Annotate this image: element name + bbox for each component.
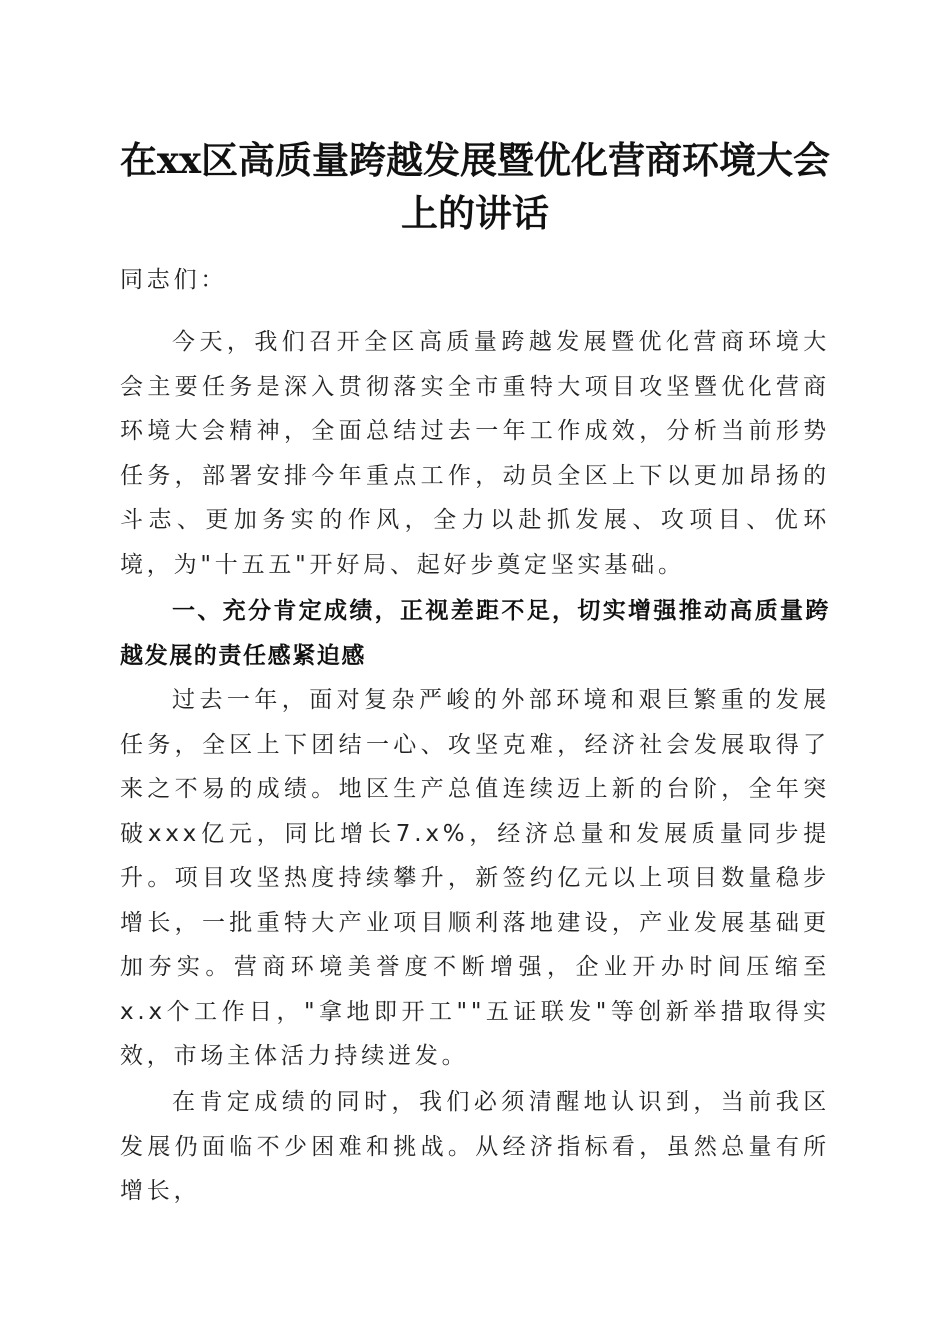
section-heading-1: 一、充分肯定成绩，正视差距不足，切实增强推动高质量跨越发展的责任感紧迫感	[120, 598, 830, 669]
paragraph-intro: 今天，我们召开全区高质量跨越发展暨优化营商环境大会主要任务是深入贯彻落实全市重特大项目攻坚暨优化营商环境大会精神，全面总结过去一年工作成效，分析当前形势任务，部署安排今年重点工作，动员全区上下以更加昂扬的斗志、更加务实的作风，全力以赴抓发展、攻项目、优环境，为"十五五"开好局、起好步奠定坚实基础。	[120, 329, 830, 578]
title-line-1: 在xx区高质量跨越发展暨优化营商环境大会	[119, 138, 831, 182]
paragraph-challenges: 在肯定成绩的同时，我们必须清醒地认识到，当前我区发展仍面临不少困难和挑战。从经济指标看，虽然总量有所增长，	[120, 1089, 830, 1204]
title-line-2: 上的讲话	[401, 191, 549, 235]
paragraph-achievements: 过去一年，面对复杂严峻的外部环境和艰巨繁重的发展任务，全区上下团结一心、攻坚克难，经济社会发展取得了来之不易的成绩。地区生产总值连续迈上新的台阶，全年突破xxx亿元，同比增长7.x%，经济总量和发展质量同步提升。项目攻坚热度持续攀升，新签约亿元以上项目数量稳步增长，一批重特大产业项目顺利落地建设，产业发展基础更加夯实。营商环境美誉度不断增强，企业开办时间压缩至x.x个工作日，"拿地即开工""五证联发"等创新举措取得实效，市场主体活力持续迸发。	[120, 687, 830, 1069]
salutation: 同志们：	[120, 267, 228, 293]
document-title	[110, 134, 840, 240]
